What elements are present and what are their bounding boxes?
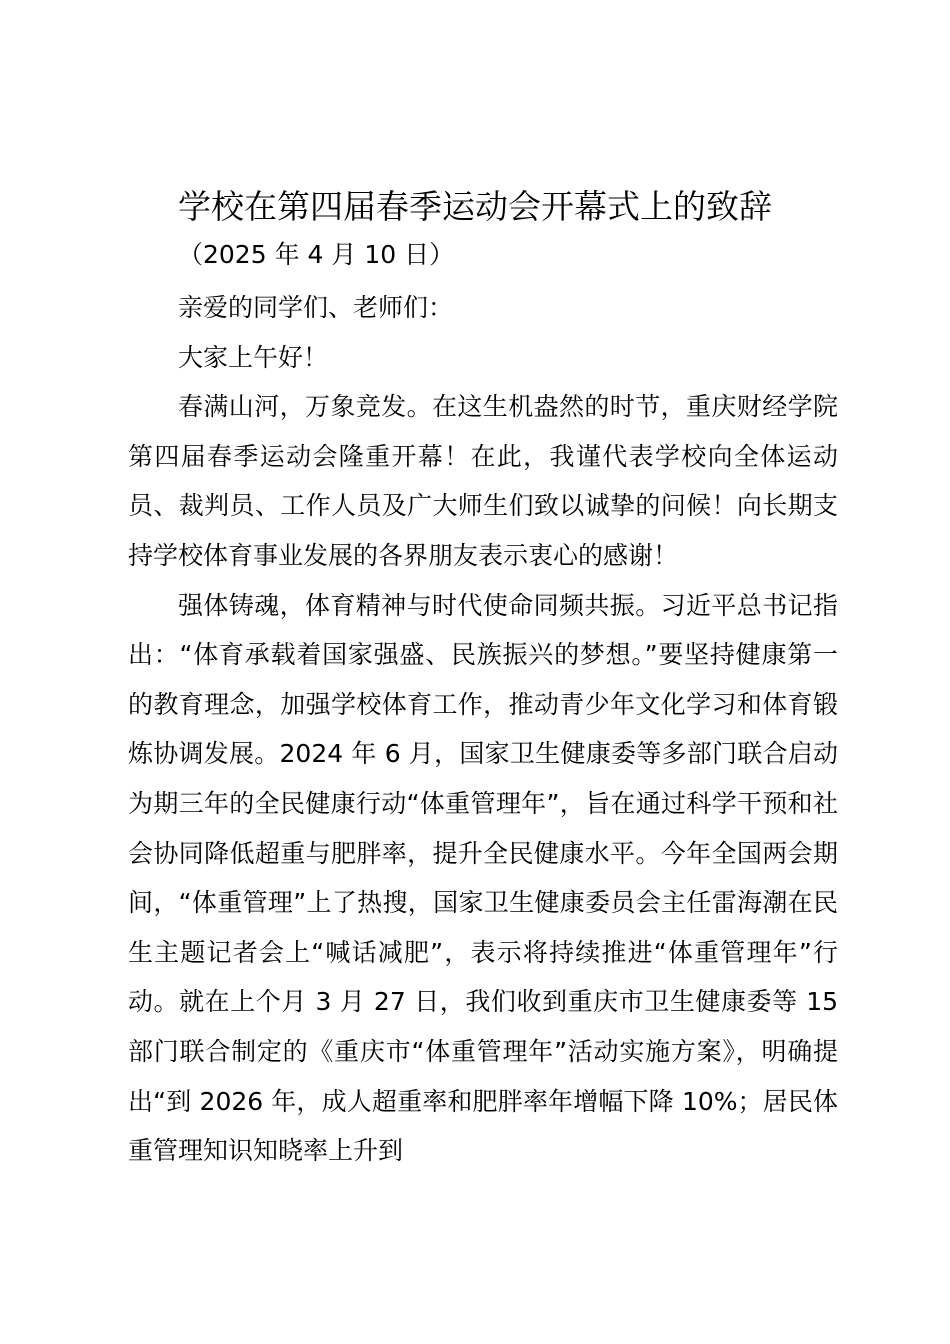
salutation: 亲爱的同学们、老师们：: [178, 293, 454, 322]
document-date: （2025 年 4 月 10 日）: [178, 240, 455, 269]
body-paragraph: 强体铸魂，体育精神与时代使命同频共振。习近平总书记指出：“体育承载着国家强盛、民族振兴的梦想。”要坚持健康第一的教育理念，加强学校体育工作，推动青少年文化学习和体育锻炼协调发展。2024 年 6 月，国家卫生健康委等多部门联合启动为期三年的全民健康行动“体重管理年”，旨在通过科学干预和社会协同降低超重与肥胖率，提升全民健康水平。今年全国两会期间，“体重管理”上了热搜，国家卫生健康委员会主任雷海潮在民生主题记者会上“喊话减肥”，表示将持续推进“体重管理年”行动。就在上个月 3 月 27 日，我们收到重庆市卫生健康委等 15 部门联合制定的《重庆市“体重管理年”活动实施方案》，明确提出“到 2026 年，成人超重率和肥胖率年增幅下降 10%；居民体重管理知识知晓率上升到: [128, 590, 838, 1166]
document-body: [128, 283, 838, 1176]
greeting: 大家上午好！: [178, 342, 329, 372]
body-paragraph: 春满山河，万象竞发。在这生机盎然的时节，重庆财经学院第四届春季运动会隆重开幕！在此，我谨代表学校向全体运动员、裁判员、工作人员及广大师生们致以诚挚的问候！向长期支持学校体育事业发展的各界朋友表示衷心的感谢！: [128, 392, 838, 570]
document-title: 学校在第四届春季运动会开幕式上的致辞: [178, 187, 772, 226]
